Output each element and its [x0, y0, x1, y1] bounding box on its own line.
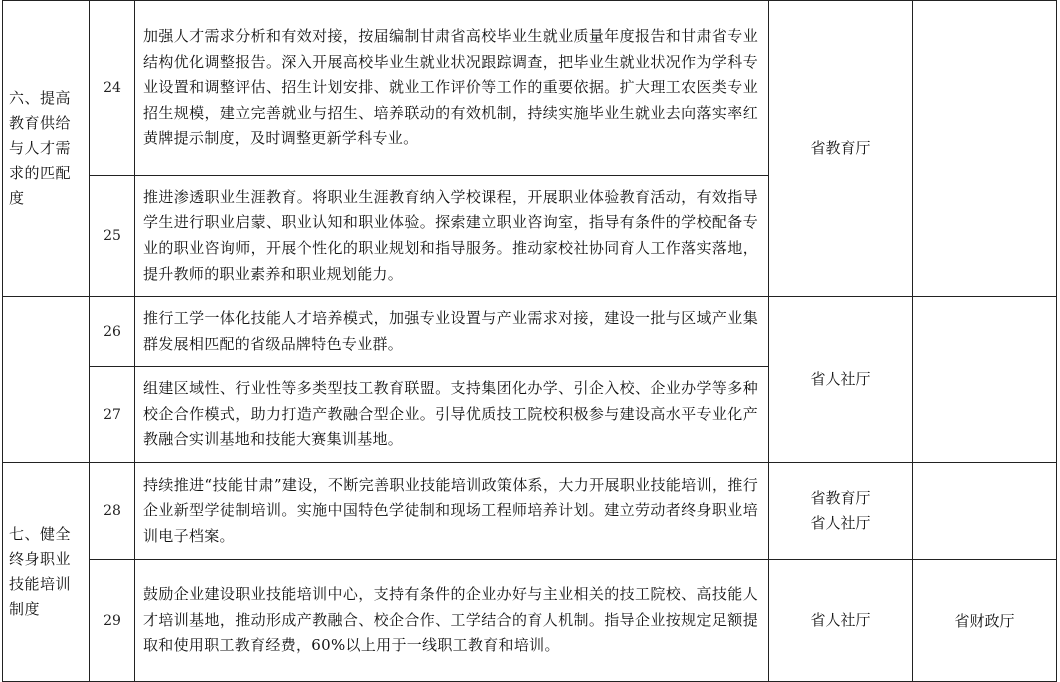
row-number — [90, 176, 135, 297]
row-number-text: 26 — [103, 323, 121, 340]
row-number — [90, 560, 135, 682]
table-row — [3, 560, 1057, 682]
task-content — [135, 463, 769, 560]
task-content-text: 推进渗透职业生涯教育。将职业生涯教育纳入学校课程，开展职业体验教育活动，有效指导学生进行职业启蒙、职业认知和职业体验。探索建立职业咨询室，指导有条件的学校配备专业的职业咨询师，开展个性化的职业规划和指导服务。推动家校社协同育人工作落实落地，提升教师的职业素养和职业规划能力。 — [143, 187, 758, 283]
lead-department-cell — [769, 463, 913, 560]
task-table — [2, 0, 1057, 682]
task-content-text: 持续推进“技能甘肃”建设，不断完善职业技能培训政策体系，大力开展职业技能培训，推行企业新型学徒制培训。实施中国特色学徒制和现场工程师培养计划。建立劳动者终身职业培训电子档案。 — [143, 475, 758, 545]
task-content — [135, 176, 769, 297]
row-number-text: 27 — [103, 406, 121, 423]
lead-department-cell — [769, 297, 913, 463]
task-content — [135, 297, 769, 367]
lead-department: 省教育厅 — [810, 139, 871, 157]
category-cell-empty — [3, 297, 90, 463]
lead-department: 省教育厅 — [810, 489, 871, 507]
support-department-cell — [913, 560, 1057, 682]
table-row — [3, 1, 1057, 176]
task-content — [135, 560, 769, 682]
lead-department-cell — [769, 1, 913, 297]
support-department-cell — [913, 297, 1057, 463]
row-number-text: 29 — [103, 612, 121, 629]
task-content — [135, 1, 769, 176]
category-label: 六、提高教育供给与人才需求的匹配度 — [9, 89, 72, 207]
row-number — [90, 367, 135, 463]
table-row — [3, 297, 1057, 367]
task-content-text: 组建区域性、行业性等多类型技工教育联盟。支持集团化办学、引企入校、企业办学等多种校企合作模式，助力打造产教融合型企业。引导优质技工院校积极参与建设高水平专业化产教融合实训基地和技能大赛集训基地。 — [143, 379, 758, 449]
row-number-text: 24 — [103, 80, 121, 96]
category-cell — [3, 1, 90, 297]
row-number — [90, 297, 135, 367]
task-content — [135, 367, 769, 463]
row-number-text: 25 — [103, 228, 121, 244]
lead-department: 省人社厅 — [810, 370, 871, 388]
lead-department-cell — [769, 560, 913, 682]
support-department-cell — [913, 463, 1057, 560]
category-cell — [3, 463, 90, 682]
support-department: 省财政厅 — [954, 612, 1015, 630]
row-number — [90, 1, 135, 176]
lead-department: 省人社厅 — [810, 611, 871, 629]
support-department-cell — [913, 1, 1057, 297]
task-content-text: 推行工学一体化技能人才培养模式，加强专业设置与产业需求对接，建设一批与区域产业集群发展相匹配的省级品牌特色专业群。 — [143, 308, 758, 353]
lead-department: 省人社厅 — [810, 514, 871, 532]
row-number — [90, 463, 135, 560]
category-label: 七、健全终身职业技能培训制度 — [9, 525, 72, 618]
row-number-text: 28 — [103, 503, 121, 519]
table-row — [3, 463, 1057, 560]
task-content-text: 加强人才需求分析和有效对接，按届编制甘肃省高校毕业生就业质量年度报告和甘肃省专业结构优化调整报告。深入开展高校毕业生就业状况跟踪调查，把毕业生就业状况作为学科专业设置和调整评估、招生计划安排、就业工作评价等工作的重要依据。扩大理工农医类专业招生规模，建立完善就业与招生、培养联动的有效机制，持续实施毕业生就业去向落实率红黄牌提示制度，及时调整更新学科专业。 — [143, 27, 758, 148]
task-content-text: 鼓励企业建设职业技能培训中心，支持有条件的企业办好与主业相关的技工院校、高技能人才培训基地，推动形成产教融合、校企合作、工学结合的育人机制。指导企业按规定足额提取和使用职工教育经费，60%以上用于一线职工教育和培训。 — [143, 585, 758, 655]
